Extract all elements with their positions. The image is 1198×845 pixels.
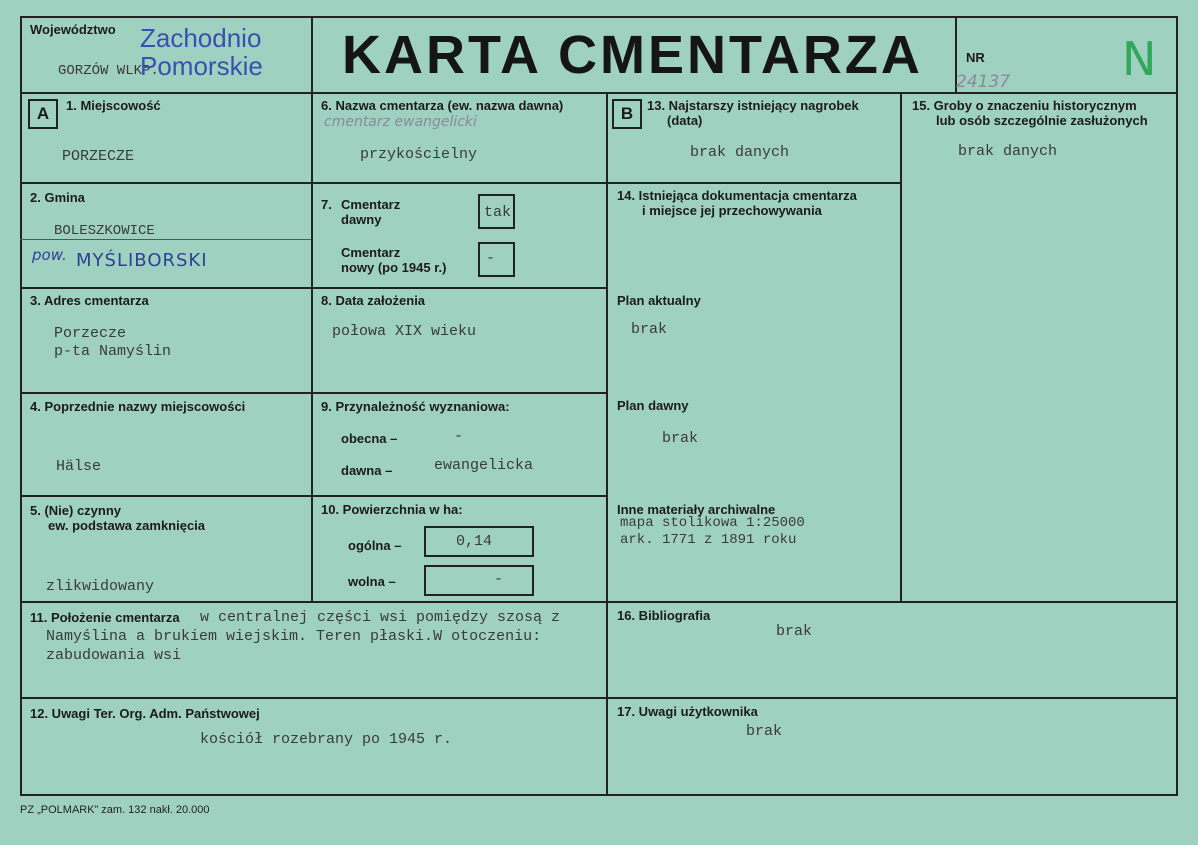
f17-label: 17. Uwagi użytkownika xyxy=(617,704,758,719)
inne-line1: mapa stolikowa 1:25000 xyxy=(620,515,805,531)
stamp-line2: Pomorskie xyxy=(140,51,263,81)
f5-value: zlikwidowany xyxy=(46,578,155,595)
section-b-badge: B xyxy=(612,99,642,129)
f13-label-line2: (data) xyxy=(667,113,703,128)
f10-wolna-label: wolna – xyxy=(348,574,396,589)
print-footer: PZ „POLMARK” zam. 132 nakł. 20.000 xyxy=(20,804,210,816)
f2-value: BOLESZKOWICE xyxy=(54,223,155,239)
plan-aktualny-label: Plan aktualny xyxy=(617,293,701,308)
card-title: KARTA CMENTARZA xyxy=(342,25,923,85)
nr-label: NR xyxy=(966,50,985,65)
col-divider-2 xyxy=(606,92,608,796)
frame-bottom xyxy=(20,794,1178,796)
f15-value: brak danych xyxy=(958,143,1058,160)
f7-nowy-label1: Cmentarz xyxy=(341,245,401,260)
f17-value: brak xyxy=(746,723,783,740)
frame-left xyxy=(20,16,22,796)
f11-line1: w centralnej części wsi pomiędzy szosą z xyxy=(200,609,561,626)
row-line-3 xyxy=(20,392,608,394)
col-divider-3 xyxy=(900,92,902,602)
f13-label-line1: 13. Najstarszy istniejący nagrobek xyxy=(647,98,859,113)
f10-ogolna-value: 0,14 xyxy=(456,533,493,550)
f10-wolna-box xyxy=(424,565,534,596)
f4-value: Hälse xyxy=(56,458,102,475)
frame-right xyxy=(1176,16,1178,796)
f11-line2: Namyślina a brukiem wiejskim. Teren płaski.W otoczeniu: xyxy=(46,628,542,645)
plan-aktualny-value: brak xyxy=(631,321,668,338)
header-divider-1 xyxy=(311,16,313,94)
f10-wolna-value: - xyxy=(494,571,504,588)
inne-line2: ark. 1771 z 1891 roku xyxy=(620,532,797,548)
f7-nowy-label2: nowy (po 1945 r.) xyxy=(341,260,447,275)
f9-label: 9. Przynależność wyznaniowa: xyxy=(321,399,510,414)
wojewodztwo-label: Województwo xyxy=(30,22,116,37)
f10-ogolna-label: ogólna – xyxy=(348,538,402,553)
f8-value: połowa XIX wieku xyxy=(332,323,477,340)
f5-label-line1: 5. (Nie) czynny xyxy=(30,503,122,518)
row-line-2 xyxy=(20,287,608,289)
f14-label-line2: i miejsce jej przechowywania xyxy=(642,203,822,218)
f7-label: 7. xyxy=(321,197,332,212)
f8-label: 8. Data założenia xyxy=(321,293,426,308)
plan-dawny-value: brak xyxy=(662,430,699,447)
row-line-col3 xyxy=(606,182,902,184)
row-line-1 xyxy=(20,182,608,184)
f13-value: brak danych xyxy=(690,144,790,161)
f7-nowy-value: - xyxy=(486,250,496,267)
f9-dawna-label: dawna – xyxy=(341,463,393,478)
f4-label: 4. Poprzednie nazwy miejscowości xyxy=(30,399,246,414)
green-mark: N xyxy=(1122,32,1157,86)
header-bottom-line xyxy=(20,92,1178,94)
f7-dawny-label2: dawny xyxy=(341,212,382,227)
f7-nowy-box xyxy=(478,242,515,277)
f11-line3: zabudowania wsi xyxy=(46,647,182,664)
f7-dawny-value: tak xyxy=(484,204,512,221)
typed-region: GORZÓW WLKP. xyxy=(58,63,159,79)
f12-label: 12. Uwagi Ter. Org. Adm. Państwowej xyxy=(30,706,260,721)
f6-value: przykościelny xyxy=(360,146,478,163)
f10-label: 10. Powierzchnia w ha: xyxy=(321,502,463,517)
f5-label-line2: ew. podstawa zamknięcia xyxy=(48,518,206,533)
f1-label: 1. Miejscowość xyxy=(66,98,161,113)
f9-obecna-label: obecna – xyxy=(341,431,398,446)
f2-hand-value: MYŚLIBORSKI xyxy=(76,250,208,271)
f3-value-line2: p-ta Namyślin xyxy=(54,343,172,360)
f15-label-line1: 15. Groby o znaczeniu historycznym xyxy=(912,98,1137,113)
f16-value: brak xyxy=(776,623,813,640)
row-line-5 xyxy=(20,601,1178,603)
plan-dawny-label: Plan dawny xyxy=(617,398,689,413)
f1-value: PORZECZE xyxy=(62,148,135,165)
f15-label-line2: lub osób szczególnie zasłużonych xyxy=(936,113,1148,128)
f12-value: kościół rozebrany po 1945 r. xyxy=(200,731,453,748)
f3-label: 3. Adres cmentarza xyxy=(30,293,149,308)
inne-label: Inne materiały archiwalne xyxy=(617,502,776,517)
f16-label: 16. Bibliografia xyxy=(617,608,711,623)
f11-label: 11. Położenie cmentarza xyxy=(30,610,180,625)
nr-value: 24137 xyxy=(956,72,1011,92)
f3-value-line1: Porzecze xyxy=(54,325,127,342)
f7-dawny-label1: Cmentarz xyxy=(341,197,401,212)
f2-label: 2. Gmina xyxy=(30,190,85,205)
f2-hand-prefix: pow. xyxy=(32,246,67,264)
frame-top xyxy=(20,16,1178,18)
stamp-line1: Zachodnio xyxy=(140,23,262,53)
section-a-badge: A xyxy=(28,99,58,129)
col-divider-1 xyxy=(311,92,313,602)
f6-label: 6. Nazwa cmentarza (ew. nazwa dawna) xyxy=(321,98,564,113)
f9-dawna-value: ewangelicka xyxy=(434,457,534,474)
row-line-4 xyxy=(20,495,608,497)
f6-pencil-note: cmentarz ewangelicki xyxy=(324,114,477,130)
f14-label-line1: 14. Istniejąca dokumentacja cmentarza xyxy=(617,188,857,203)
row-line-6 xyxy=(20,697,1178,699)
f9-obecna-value: - xyxy=(454,428,464,445)
